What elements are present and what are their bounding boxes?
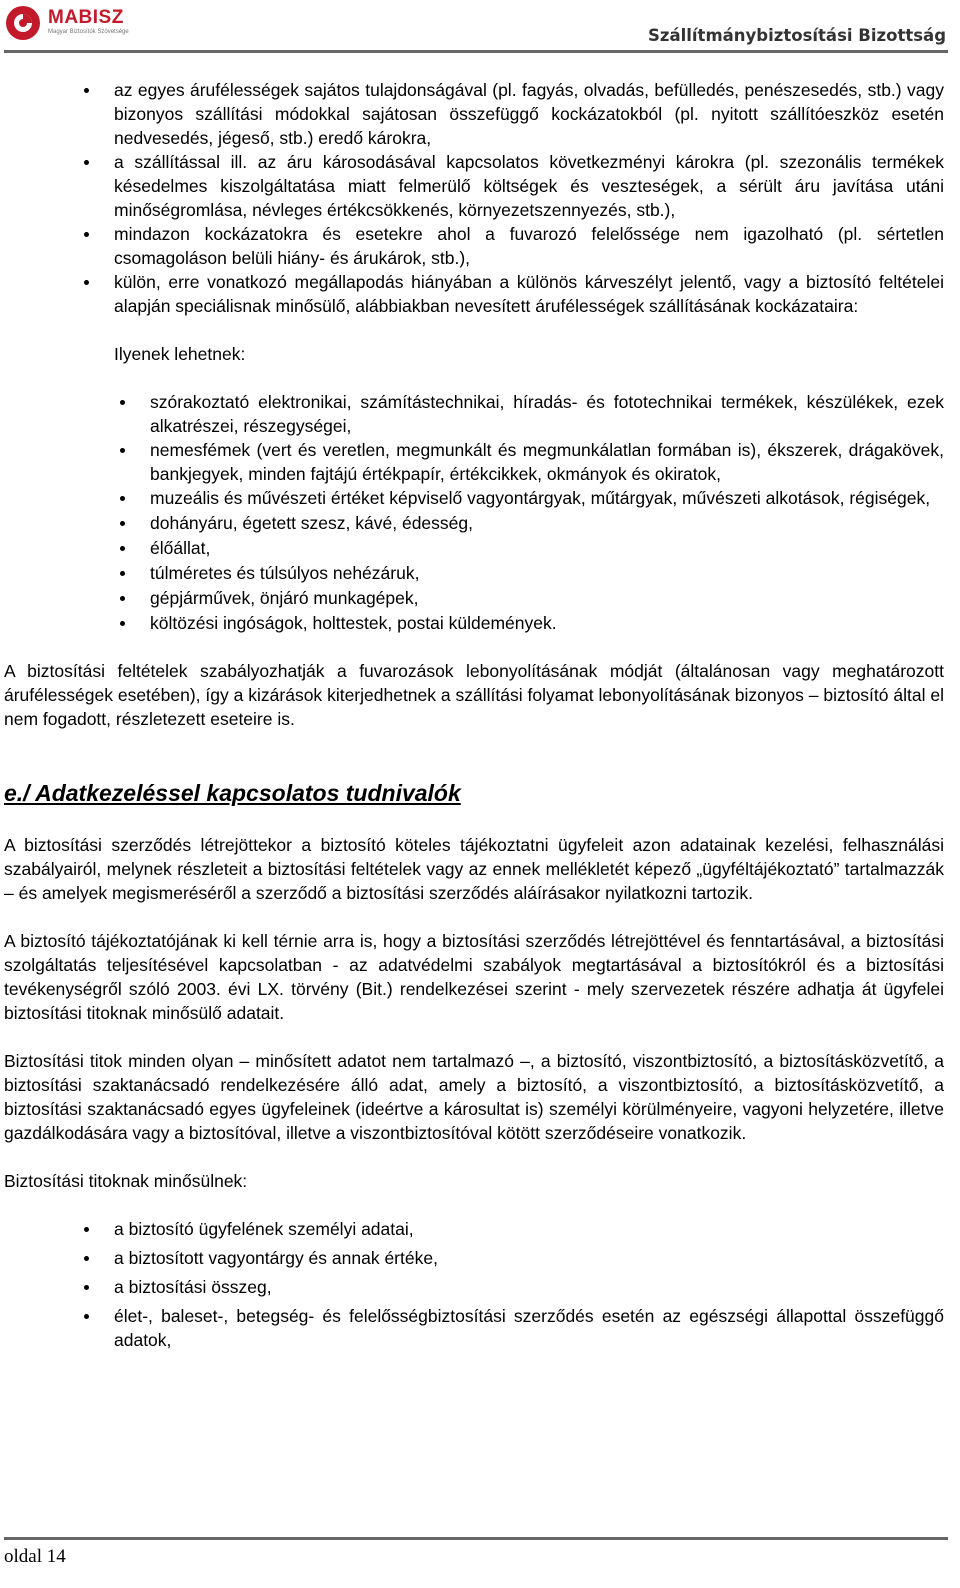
list-item: dohányáru, égetett szesz, kávé, édesség, <box>4 511 944 535</box>
list-item: élőállat, <box>4 536 944 560</box>
logo-subtitle: Magyar Biztosítók Szövetsége <box>48 29 129 35</box>
footer-divider <box>4 1537 948 1540</box>
list-item: költözési ingóságok, holttestek, postai küldemények. <box>4 611 944 635</box>
mabisz-logo-icon <box>4 3 44 43</box>
list-item: szórakoztató elektronikai, számítástechnikai, híradás- és fototechnikai termékek, készülékek, ezek alkatrészei, részegységei, <box>4 390 944 438</box>
list-item: túlméretes és túlsúlyos nehézáruk, <box>4 561 944 585</box>
document-body <box>4 78 944 1352</box>
list-item: az egyes árufélességek sajátos tulajdonságával (pl. fagyás, olvadás, befülledés, penészesedés, stb.) vagy bizonyos szállítási módokkal sajátosan összefüggő kockázatokból (pl. nyitott szállítóeszköz esetén nedvesedés, jégeső, stb.) eredő károkra, <box>4 78 944 150</box>
logo-name: MABISZ <box>48 7 124 28</box>
page-number: oldal 14 <box>4 1546 66 1567</box>
section-heading: e./ Adatkezeléssel kapcsolatos tudnivalók <box>4 780 461 806</box>
list-item: gépjárművek, önjáró munkagépek, <box>4 586 944 610</box>
list-item: mindazon kockázatokra és esetekre ahol a fuvarozó felelőssége nem igazolható (pl. sértetlen csomagoláson belüli hiány- és árukárok, stb.), <box>4 222 944 270</box>
header-divider <box>4 50 948 53</box>
paragraph: A biztosító tájékoztatójának ki kell térnie arra is, hogy a biztosítási szerződés létrejöttével és fenntartásával, a biztosítási szolgáltatás teljesítésével kapcsolatban - az adatvédelmi szabályok megtartásával a biztosítókról és a biztosítási tevékenységről szóló 2003. évi LX. törvény (Bit.) rendelkezései szerint - mely szervezetek részére adhatja át ügyfelei biztosítási titoknak minősülő adatait. <box>4 931 944 1023</box>
paragraph: A biztosítási szerződés létrejöttekor a biztosító köteles tájékoztatni ügyfeleit azon adatainak kezelési, felhasználási szabályairól, melynek részleteit a biztosítási feltételek vagy az ennek mellékletét képező „ügyféltájékoztató” tartalmazzák – és amelyek megismeréséről a szerződő a biztosítási szerződés aláírásakor nyilatkozni tartozik. <box>4 835 944 903</box>
ilyenek-label: Ilyenek lehetnek: <box>114 344 246 364</box>
header-title: Szállítmánybiztosítási Bizottság <box>647 26 946 45</box>
paragraph: Biztosítási titok minden olyan – minősített adatot nem tartalmazó –, a biztosító, viszontbiztosító, a biztosításközvetítő, a biztosítási szaktanácsadó rendelkezésére álló adat, amely a biztosító, a viszontbiztosító, a biztosításközvetítő, a biztosítási szaktanácsadó egyes ügyfeleinek (ideértve a károsultat is) személyi körülményeire, vagyoni helyzetére, illetve gazdálkodására vagy a biztosítóval, illetve a viszontbiztosítóval kötött szerződéseire vonatkozik. <box>4 1051 944 1143</box>
paragraph: A biztosítási feltételek szabályozhatják a fuvarozások lebonyolításának módját (általánosan vagy meghatározott árufélességek esetében), így a kizárások kiterjedhetnek a szállítási folyamat lebonyolításának bizonyos – biztosító által el nem fogadott, részletezett eseteire is. <box>4 661 944 729</box>
list-item: nemesfémek (vert és veretlen, megmunkált és megmunkálatlan formában is), ékszerek, drágakövek, bankjegyek, minden fajtájú értékpapír, értékcikkek, okmányok és okiratok, <box>4 438 944 486</box>
paragraph: Biztosítási titoknak minősülnek: <box>4 1171 248 1191</box>
special-goods-list <box>4 390 944 635</box>
list-item: a biztosított vagyontárgy és annak értéke, <box>4 1246 944 1270</box>
list-item: muzeális és művészeti értéket képviselő vagyontárgyak, műtárgyak, művészeti alkotások, régiségek, <box>4 486 944 510</box>
mabisz-logo <box>4 3 129 43</box>
secret-data-list <box>4 1217 944 1352</box>
page-header <box>0 0 960 58</box>
exclusions-list <box>4 78 944 318</box>
list-item: a szállítással ill. az áru károsodásával kapcsolatos következményi károkra (pl. szezonális termékek késedelmes kiszolgáltatása miatt felmerülő költségek és veszteségek, a sérült áru javítása utáni minőségromlása, névleges értékcsökkenés, környezetszennyezés, stb.), <box>4 150 944 222</box>
list-item: élet-, baleset-, betegség- és felelősségbiztosítási szerződés esetén az egészségi állapottal összefüggő adatok, <box>4 1304 944 1352</box>
list-item: a biztosítási összeg, <box>4 1275 944 1299</box>
list-item: külön, erre vonatkozó megállapodás hiányában a különös kárveszélyt jelentő, vagy a biztosító feltételei alapján speciálisnak minősülő, alábbiakban nevesített árufélességek szállításának kockázataira: <box>4 270 944 318</box>
list-item: a biztosító ügyfelének személyi adatai, <box>4 1217 944 1241</box>
